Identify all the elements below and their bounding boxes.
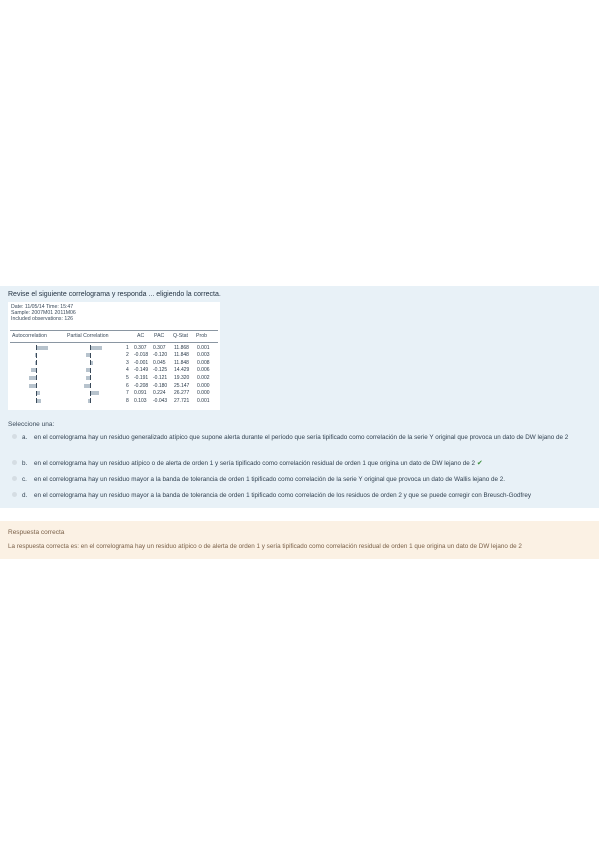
option-c-letter: c. xyxy=(22,476,27,483)
corr-cell-p: 0.003 xyxy=(197,352,210,359)
corr-cell-p: 0.001 xyxy=(197,397,210,404)
correlogram-image xyxy=(8,302,220,410)
radio-d[interactable] xyxy=(12,492,17,497)
feedback-panel xyxy=(0,521,599,559)
corr-cell-n: 3 xyxy=(126,359,129,366)
option-d-letter: d. xyxy=(22,492,28,499)
corr-cell-p: 0.008 xyxy=(197,359,210,366)
ac-bar xyxy=(37,399,41,403)
col-pac: PAC xyxy=(154,333,165,339)
pac-bar xyxy=(86,353,90,357)
corr-cell-p: 0.006 xyxy=(197,367,210,374)
corr-cell-q: 19.320 xyxy=(174,374,190,381)
corr-cell-pac: -0.121 xyxy=(153,374,168,381)
ac-axis xyxy=(36,375,37,380)
corr-cell-ac: -0.208 xyxy=(134,382,149,389)
ac-bar xyxy=(37,391,40,395)
corr-cell-n: 2 xyxy=(126,352,129,359)
select-label: Seleccione una: xyxy=(8,421,55,428)
pac-axis xyxy=(90,398,91,403)
correct-check-icon: ✔ xyxy=(476,460,483,467)
corr-cell-ac: -0.149 xyxy=(134,367,149,374)
col-prob: Prob xyxy=(196,333,207,339)
corr-cell-n: 7 xyxy=(126,390,129,397)
correlogram-header-date: Date: 11/05/14 Time: 15:47 xyxy=(11,304,74,310)
col-qstat: Q-Stat xyxy=(173,333,188,339)
option-a-text: en el correlograma hay un residuo generalizado atípico que supone alerta durante el período que sería tipificado como correlación de la serie Y original que provoca un dato de DW lejano de 2 xyxy=(34,434,569,441)
corr-cell-pac: -0.120 xyxy=(153,352,168,359)
option-b-wrap xyxy=(34,459,483,468)
correlogram-header-obs: Included observations: 126 xyxy=(11,316,74,322)
corr-cell-ac: -0.001 xyxy=(134,359,149,366)
pac-bar xyxy=(88,399,90,403)
corr-cell-n: 1 xyxy=(126,344,129,351)
col-autocorrelation: Autocorrelation xyxy=(12,333,47,339)
corr-cell-pac: -0.125 xyxy=(153,367,168,374)
corr-cell-ac: -0.191 xyxy=(134,374,149,381)
pac-axis xyxy=(90,375,91,380)
pac-axis xyxy=(90,383,91,388)
pac-axis xyxy=(90,368,91,373)
corr-cell-pac: 0.045 xyxy=(153,359,166,366)
corr-cell-pac: -0.043 xyxy=(153,397,168,404)
correlogram-header-rule xyxy=(10,342,218,343)
ac-bar xyxy=(31,368,36,372)
corr-cell-q: 11.868 xyxy=(174,344,189,351)
correlogram-top-rule xyxy=(10,330,218,331)
question-text: Revise el siguiente correlograma y responda ... eligiendo la correcta. xyxy=(8,291,221,298)
corr-cell-n: 8 xyxy=(126,397,129,404)
ac-bar xyxy=(29,376,36,380)
correlogram-header-sample: Sample: 2007M01 2011M06 xyxy=(11,310,76,316)
option-a-letter: a. xyxy=(22,434,28,441)
ac-axis xyxy=(36,360,37,365)
corr-cell-ac: 0.307 xyxy=(134,344,147,351)
corr-cell-pac: -0.180 xyxy=(153,382,168,389)
pac-bar xyxy=(91,346,102,350)
option-b-text: en el correlograma hay un residuo atípico o de alerta de orden 1 y sería tipificado como correlación residual de orden 1 que origina un dato de DW lejano de 2 xyxy=(34,460,476,467)
ac-axis xyxy=(36,368,37,373)
pac-bar xyxy=(86,368,90,372)
corr-cell-n: 5 xyxy=(126,374,129,381)
option-c-text: en el correlograma hay un residuo mayor a la banda de tolerancia de orden 1 tipificado como correlación de la serie Y original que provoca un dato de Wallis lejano de 2. xyxy=(34,476,506,483)
ac-bar xyxy=(29,384,36,388)
option-b-letter: b. xyxy=(22,460,28,467)
corr-cell-p: 0.000 xyxy=(197,390,210,397)
corr-cell-ac: 0.103 xyxy=(134,397,147,404)
corr-cell-q: 26.277 xyxy=(174,390,190,397)
radio-b[interactable] xyxy=(12,460,17,465)
corr-cell-p: 0.000 xyxy=(197,382,210,389)
ac-bar xyxy=(35,361,36,365)
pac-axis xyxy=(90,353,91,358)
pac-bar xyxy=(91,361,93,365)
corr-cell-q: 11.848 xyxy=(174,359,189,366)
pac-bar xyxy=(91,391,99,395)
corr-cell-p: 0.002 xyxy=(197,374,210,381)
ac-bar xyxy=(35,353,36,357)
radio-c[interactable] xyxy=(12,476,17,481)
col-ac: AC xyxy=(137,333,145,339)
corr-cell-n: 6 xyxy=(126,382,129,389)
corr-cell-q: 14.429 xyxy=(174,367,190,374)
corr-cell-pac: 0.307 xyxy=(153,344,166,351)
col-partial-correlation: Partial Correlation xyxy=(67,333,109,339)
pac-bar xyxy=(84,384,90,388)
corr-cell-q: 27.721 xyxy=(174,397,190,404)
ac-axis xyxy=(36,353,37,358)
ac-axis xyxy=(36,383,37,388)
option-d-text: en el correlograma hay un residuo mayor a la banda de tolerancia de orden 1 tipificado como correlación de los residuos de orden 2 y que se puede corregir con Breusch-Godfrey xyxy=(34,492,532,499)
corr-cell-q: 11.848 xyxy=(174,352,189,359)
pac-bar xyxy=(86,376,90,380)
corr-cell-q: 25.147 xyxy=(174,382,190,389)
ac-bar xyxy=(37,346,48,350)
corr-cell-ac: 0.091 xyxy=(134,390,147,397)
feedback-heading: Respuesta correcta xyxy=(8,529,65,536)
corr-cell-ac: -0.018 xyxy=(134,352,149,359)
radio-a[interactable] xyxy=(12,434,17,439)
feedback-text: La respuesta correcta es: en el correlograma hay un residuo atípico o de alerta de orden 1 y sería tipificado como correlación residual de orden 1 que origina un dato de DW lejano de 2 xyxy=(8,543,522,550)
corr-cell-pac: 0.224 xyxy=(153,390,166,397)
corr-cell-n: 4 xyxy=(126,367,129,374)
corr-cell-p: 0.001 xyxy=(197,344,210,351)
